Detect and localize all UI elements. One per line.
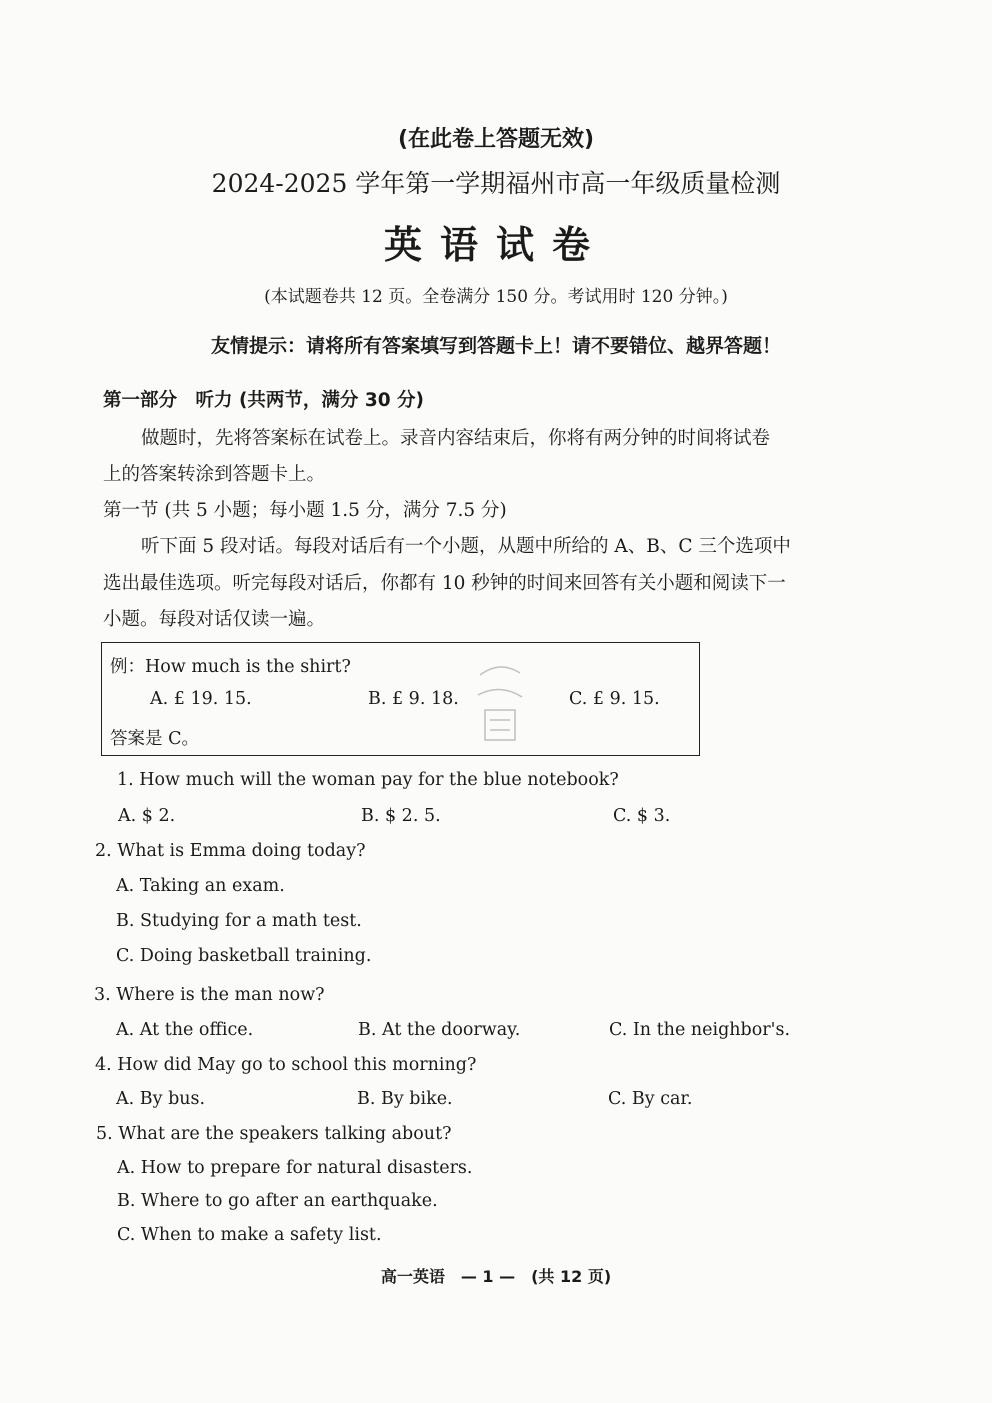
q3-option-a: A. At the office. — [116, 1020, 254, 1040]
q1-stem: 1. How much will the woman pay for the blue notebook? — [117, 770, 619, 790]
q1-option-c: C. $ 3. — [613, 806, 671, 826]
q4-option-a: A. By bus. — [116, 1089, 206, 1109]
example-option-b: B. £ 9. 18. — [368, 689, 459, 709]
q5-option-c: C. When to make a safety list. — [117, 1225, 382, 1245]
friendly-tip: 友情提示：请将所有答案填写到答题卡上！请不要错位、越界答题！ — [210, 335, 781, 357]
q4-stem: 4. How did May go to school this morning? — [95, 1055, 477, 1075]
part1-heading: 第一部分 听力 (共两节，满分 30 分) — [103, 390, 424, 411]
exam-info: (本试题卷共 12 页。全卷满分 150 分。考试用时 120 分钟。) — [264, 287, 728, 307]
watermark-stamp — [470, 655, 530, 745]
q3-option-c: C. In the neighbor's. — [609, 1020, 791, 1040]
q5-option-b: B. Where to go after an earthquake. — [117, 1191, 438, 1211]
q5-option-a: A. How to prepare for natural disasters. — [117, 1158, 473, 1178]
example-box — [101, 642, 700, 756]
section1-line3: 小题。每段对话仅读一遍。 — [103, 609, 326, 630]
q5-stem: 5. What are the speakers talking about? — [96, 1124, 452, 1144]
section1-line2: 选出最佳选项。听完每段对话后，你都有 10 秒钟的时间来回答有关小题和阅读下一 — [103, 573, 786, 594]
q1-option-b: B. $ 2. 5. — [361, 806, 441, 826]
part1-instruction-line2: 上的答案转涂到答题卡上。 — [103, 464, 326, 485]
section1-line1: 听下面 5 段对话。每段对话后有一个小题，从题中所给的 A、B、C 三个选项中 — [141, 536, 791, 557]
q3-option-b: B. At the doorway. — [358, 1020, 521, 1040]
q1-option-a: A. $ 2. — [118, 806, 176, 826]
part1-instruction-line1: 做题时，先将答案标在试卷上。录音内容结束后，你将有两分钟的时间将试卷 — [141, 428, 771, 449]
q2-option-b: B. Studying for a math test. — [116, 911, 362, 931]
example-option-a: A. £ 19. 15. — [150, 689, 252, 709]
q2-option-a: A. Taking an exam. — [116, 876, 285, 896]
page-footer: 高一英语 — 1 — (共 12 页) — [380, 1267, 612, 1286]
subject-title: 英语试卷 — [383, 223, 608, 267]
q2-stem: 2. What is Emma doing today? — [95, 841, 366, 861]
example-option-c: C. £ 9. 15. — [569, 689, 660, 709]
example-question: 例：How much is the shirt? — [110, 657, 351, 677]
exam-title: 2024-2025 学年第一学期福州市高一年级质量检测 — [211, 169, 781, 198]
q4-option-c: C. By car. — [608, 1089, 693, 1109]
invalid-note: (在此卷上答题无效) — [397, 127, 595, 152]
q3-stem: 3. Where is the man now? — [94, 985, 325, 1005]
q2-option-c: C. Doing basketball training. — [116, 946, 372, 966]
example-answer: 答案是 C。 — [110, 729, 199, 749]
q4-option-b: B. By bike. — [357, 1089, 453, 1109]
section1-heading: 第一节 (共 5 小题；每小题 1.5 分，满分 7.5 分) — [103, 500, 507, 521]
